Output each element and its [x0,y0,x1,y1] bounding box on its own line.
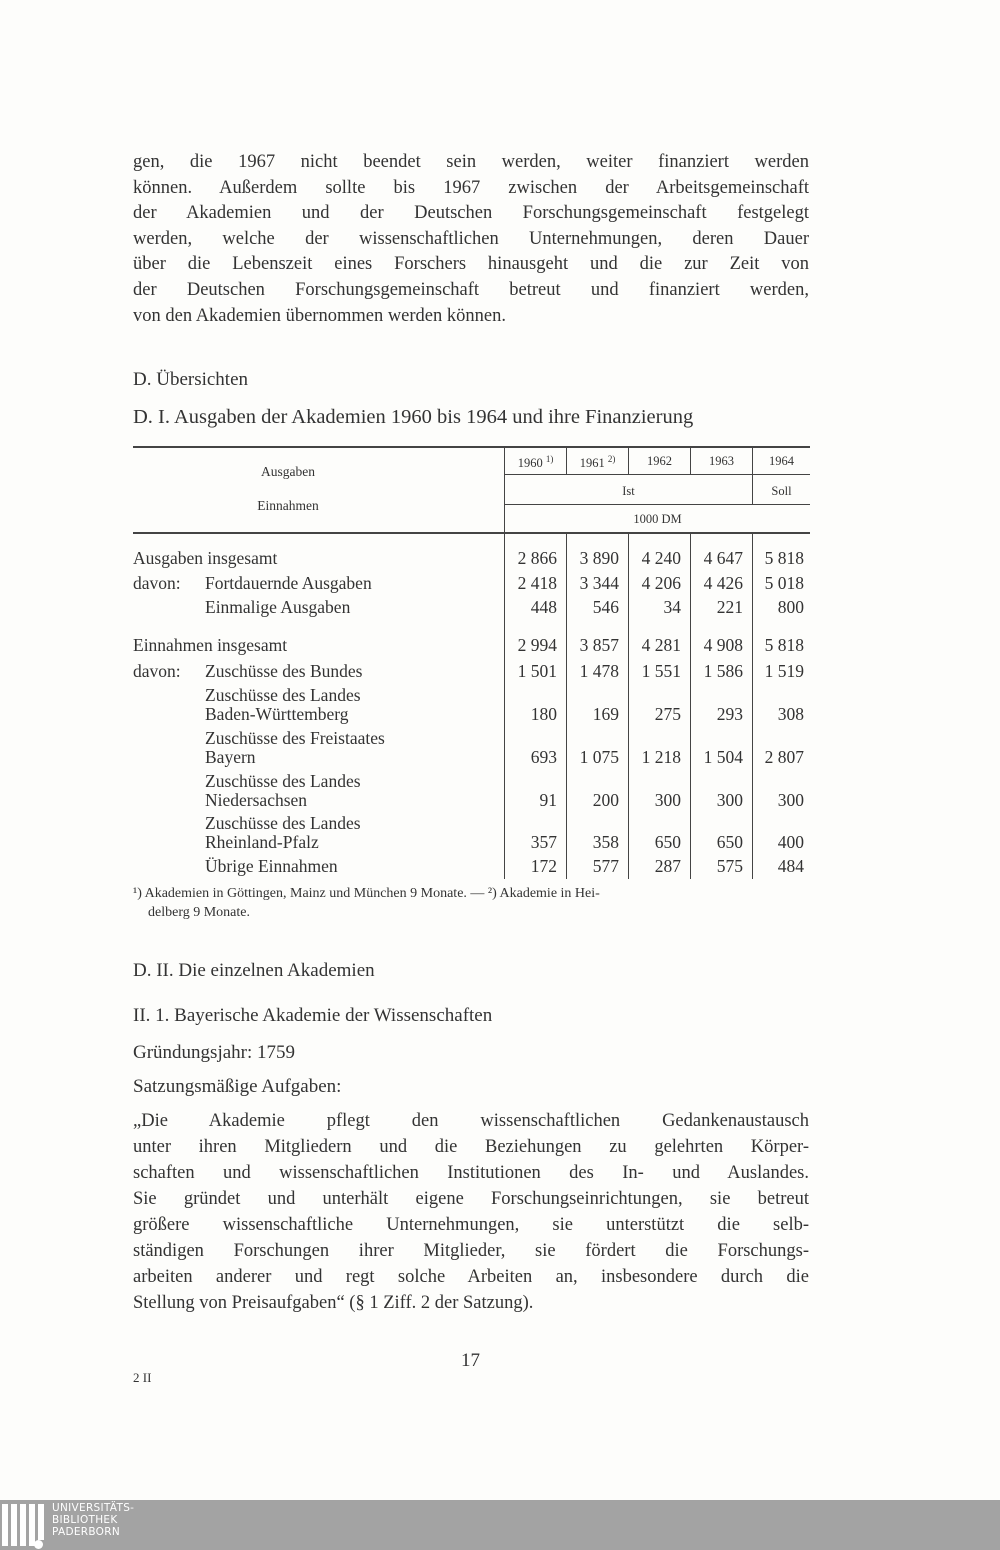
cell: 357 [530,832,557,852]
row-label-2: Bayern [205,747,256,767]
header-bottom-rule [133,532,810,534]
cell: 172 [530,856,557,876]
cell: 1 501 [517,661,557,681]
cell: 5 818 [764,635,804,655]
row-label: Zuschüsse des Landes [205,771,361,791]
cell: 5 818 [764,548,804,568]
cell: 3 344 [579,573,619,593]
cell: 34 [663,597,681,617]
row-label: Zuschüsse des Landes [205,813,361,833]
signature-mark: 2 II [133,1370,152,1385]
davon-label: davon: [133,573,181,593]
row-label: Ausgaben insgesamt [133,548,278,568]
cell: 308 [777,704,804,724]
cell: 221 [716,597,743,617]
cell: 300 [654,790,681,810]
academy-heading: II. 1. Bayerische Akademie der Wissenschaften [133,1005,493,1026]
text-line: von den Akademien übernommen werden können. [133,305,506,326]
text-line: werden, welche der wissenschaftlichen Unternehmungen, deren Dauer [133,228,809,249]
header-rule [505,474,810,475]
cell: 4 281 [641,635,681,655]
cell: 546 [592,597,619,617]
cell: 448 [530,597,557,617]
cell: 400 [777,832,804,852]
text-line: der Deutschen Forschungsgemeinschaft betreut und finanziert werden, [133,279,809,300]
cell: 180 [530,704,557,724]
text-line: ständigen Forschungen ihrer Mitglieder, sie fördert die Forschungs- [133,1241,809,1261]
cell: 2 866 [517,548,557,568]
cell: 4 206 [641,573,681,593]
cell: 200 [592,790,619,810]
row-label: Übrige Einnahmen [205,856,338,876]
header-einnahmen: Einnahmen [257,498,319,513]
year-header-1962: 1962 [647,454,672,468]
cell: 1 551 [641,661,681,681]
soll-label: Soll [771,484,792,498]
header-ausgaben: Ausgaben [261,464,315,479]
cell: 4 426 [703,573,743,593]
section-heading: D. Übersichten [133,369,249,390]
cell: 575 [716,856,743,876]
cell: 4 240 [641,548,681,568]
text-line: können. Außerdem sollte bis 1967 zwischen der Arbeitsgemeinschaft [133,177,809,198]
header-rule [505,504,810,505]
cell: 800 [777,597,804,617]
year-header-1960: 1960 $^{1)}$ [517,454,554,471]
text-line: unter ihren Mitgliedern und die Beziehungen zu gelehrten Körper- [133,1137,809,1157]
row-label: Zuschüsse des Freistaates [205,728,385,748]
text-line: größere wissenschaftliche Unternehmungen, sie unterstützt die selb- [133,1215,809,1235]
row-label-2: Baden-Württemberg [205,704,349,724]
cell: 358 [592,832,619,852]
footnote-line: ¹) Akademien in Göttingen, Mainz und München 9 Monate. — ²) Akademie in Hei- [133,886,600,901]
cell: 577 [592,856,619,876]
library-name [52,1502,134,1538]
cell: 300 [716,790,743,810]
cell: 300 [777,790,804,810]
row-label-2: Niedersachsen [205,790,308,810]
library-name-line: PADERBORN [52,1526,120,1538]
cell: 484 [777,856,804,876]
cell: 4 908 [703,635,743,655]
row-label-2: Rheinland-Pfalz [205,832,319,852]
text-line: „Die Akademie pflegt den wissenschaftlichen Gedankenaustausch [133,1111,809,1131]
cell: 3 890 [579,548,619,568]
cell: 287 [654,856,681,876]
library-name-line: UNIVERSITÄTS- [52,1502,135,1514]
cell: 91 [539,790,557,810]
subsection-heading: D. II. Die einzelnen Akademien [133,960,375,981]
cell: 1 519 [764,661,804,681]
text-line: der Akademien und der Deutschen Forschungsgemeinschaft festgelegt [133,203,809,224]
cell: 3 857 [579,635,619,655]
library-footer-bar [0,1500,1000,1550]
year-header-1964: 1964 [769,454,794,468]
cell: 650 [654,832,681,852]
library-name-line: BIBLIOTHEK [52,1514,118,1526]
text-line: gen, die 1967 nicht beendet sein werden, weiter finanziert werden [133,152,809,172]
cell: 650 [716,832,743,852]
row-label: Einnahmen insgesamt [133,635,288,655]
table-footnote [133,884,809,922]
cell: 693 [530,747,557,767]
cell: 1 504 [703,747,743,767]
cell: 293 [716,704,743,724]
cell: 169 [592,704,619,724]
founding-year: Gründungsjahr: 1759 [133,1042,296,1063]
row-label: Fortdauernde Ausgaben [205,573,372,593]
row-label: Zuschüsse des Landes [205,685,361,705]
year-header-1961: 1961 $^{2)}$ [579,454,616,471]
cell: 2 807 [764,747,804,767]
davon-label: davon: [133,661,181,681]
table-top-rule [133,446,810,448]
intro-paragraph [133,150,809,329]
row-label: Einmalige Ausgaben [205,597,351,617]
cell: 1 478 [579,661,619,681]
cell: 2 418 [517,573,557,593]
text-line: schaften und wissenschaftlichen Institutionen des In- und Auslandes. [133,1163,809,1183]
ist-label: Ist [622,484,635,498]
cell: 2 994 [517,635,557,655]
cell: 1 586 [703,661,743,681]
row-label: Zuschüsse des Bundes [205,661,363,681]
statutes-label: Satzungsmäßige Aufgaben: [133,1076,342,1097]
text-line: Stellung von Preisaufgaben“ (§ 1 Ziff. 2 der Satzung). [133,1293,534,1313]
text-line: arbeiten anderer und regt solche Arbeiten an, insbesondere durch die [133,1267,809,1287]
text-line: über die Lebenszeit eines Forschers hinausgeht und die zur Zeit von [133,254,809,275]
page-number: 17 [461,1350,480,1371]
cell: 1 075 [579,747,619,767]
unit-label: 1000 DM [633,512,682,526]
footnote-line: delberg 9 Monate. [148,905,250,920]
cell: 1 218 [641,747,681,767]
library-logo-dot-icon [34,1540,43,1549]
cell: 275 [654,704,681,724]
text-line: Sie gründet und unterhält eigene Forschungseinrichtungen, sie betreut [133,1189,809,1209]
statutes-paragraph [133,1108,809,1316]
cell: 4 647 [703,548,743,568]
table-title: D. I. Ausgaben der Akademien 1960 bis 1964 und ihre Finanzierung [133,406,694,428]
cell: 5 018 [764,573,804,593]
year-header-1963: 1963 [709,454,734,468]
